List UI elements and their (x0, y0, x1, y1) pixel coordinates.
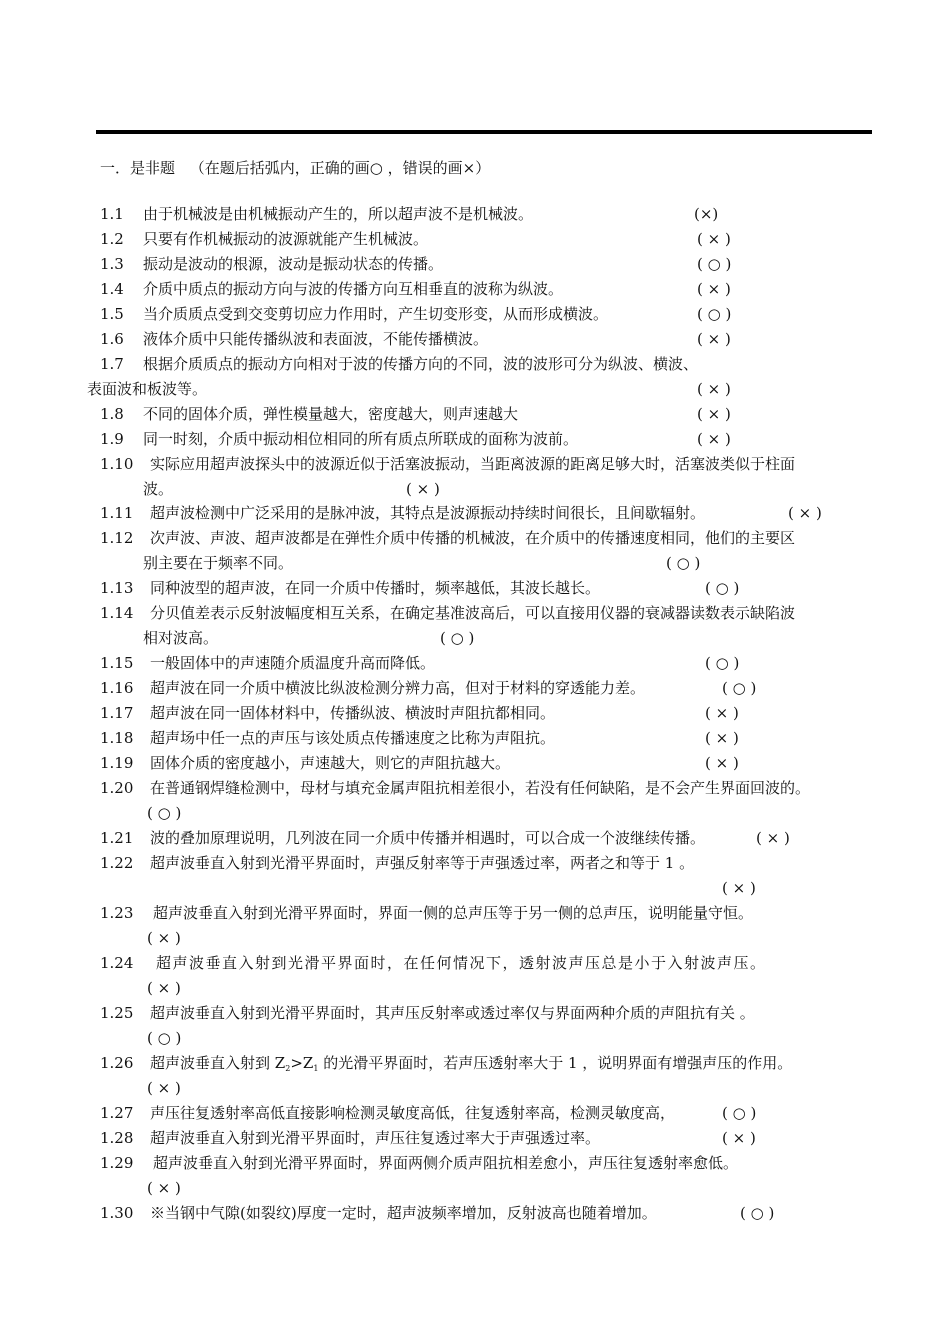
answer-mark: ( ○ ) (722, 679, 757, 697)
question-number: 1.26 (100, 1054, 134, 1072)
question-text: 实际应用超声波探头中的波源近似于活塞波振动，当距离波源的距离足够大时，活塞波类似于柱面 (150, 455, 796, 473)
section-heading-label: 一．是非题 (100, 159, 176, 177)
question-number: 1.2 (100, 230, 124, 248)
question-text: 声压往复透射率高低直接影响检测灵敏度高低，往复透射率高，检测灵敏度高， (150, 1104, 676, 1122)
question-text-end: 的光滑平界面时，若声压透射率大于 1 ，说明界面有增强声压的作用。 (318, 1054, 793, 1072)
greater-than-sign: > (290, 1054, 303, 1072)
question-number: 1.9 (100, 430, 124, 448)
question-number: 1.21 (100, 829, 134, 847)
answer-mark: ( × ) (697, 280, 731, 298)
answer-mark: ( × ) (147, 1179, 181, 1197)
answer-mark: ( × ) (697, 380, 731, 398)
answer-mark: ( ○ ) (697, 255, 732, 273)
question-text: 超声波垂直入射到光滑平界面时，在任何情况下，透射波声压总是小于入射波声压。 (156, 954, 767, 972)
answer-mark: ( × ) (147, 929, 181, 947)
question-text: 波的叠加原理说明，几列波在同一介质中传播并相遇时，可以合成一个波继续传播。 (150, 829, 706, 847)
question-number: 1.24 (100, 954, 134, 972)
question-number: 1.16 (100, 679, 134, 697)
question-number: 1.6 (100, 330, 124, 348)
answer-mark: ( × ) (147, 979, 181, 997)
question-text: 液体介质中只能传播纵波和表面波，不能传播横波。 (143, 330, 489, 348)
question-text: 一般固体中的声速随介质温度升高而降低。 (150, 654, 436, 672)
answer-mark: ( × ) (722, 1129, 756, 1147)
question-number: 1.3 (100, 255, 124, 273)
question-number: 1.18 (100, 729, 134, 747)
answer-mark: ( × ) (697, 330, 731, 348)
answer-mark: ( × ) (697, 430, 731, 448)
question-text: 分贝值差表示反射波幅度相互关系，在确定基准波高后，可以直接用仪器的衰减器读数表示缺陷波 (150, 604, 796, 622)
answer-mark: ( ○ ) (147, 804, 182, 822)
question-text-continued: 波。 (143, 480, 174, 498)
question-number: 1.14 (100, 604, 134, 622)
question-number: 1.8 (100, 405, 124, 423)
z2-symbol: Z (274, 1054, 286, 1072)
question-number: 1.28 (100, 1129, 134, 1147)
answer-mark: ( × ) (722, 879, 756, 897)
question-number: 1.15 (100, 654, 134, 672)
question-number: 1.17 (100, 704, 134, 722)
question-text: 固体介质的密度越小，声速越大，则它的声阻抗越大。 (150, 754, 511, 772)
answer-mark: ( ○ ) (697, 305, 732, 323)
question-text: 超声波检测中广泛采用的是脉冲波，其特点是波源振动持续时间很长，且间歇辐射。 (150, 504, 706, 522)
question-text-start: 超声波垂直入射到 (150, 1054, 275, 1072)
question-text: 次声波、声波、超声波都是在弹性介质中传播的机械波，在介质中的传播速度相同，他们的主要区 (150, 529, 796, 547)
answer-mark: ( × ) (705, 729, 739, 747)
question-text: 超声波在同一介质中横波比纵波检测分辨力高，但对于材料的穿透能力差。 (150, 679, 646, 697)
question-number: 1.11 (100, 504, 134, 522)
question-text: 同一时刻，介质中振动相位相同的所有质点所联成的面称为波前。 (143, 430, 579, 448)
answer-mark: ( × ) (697, 405, 731, 423)
answer-mark: ( ○ ) (740, 1204, 775, 1222)
section-heading-note: （在题后括弧内，正确的画○ ，错误的画×） (189, 159, 491, 177)
question-text (150, 1051, 792, 1081)
answer-mark: (×) (694, 205, 719, 223)
question-number: 1.13 (100, 579, 134, 597)
question-text: 超声波垂直入射到光滑平界面时，其声压反射率或透过率仅与界面两种介质的声阻抗有关 。 (150, 1004, 755, 1022)
question-text: 超声波垂直入射到光滑平界面时，界面两侧介质声阻抗相差愈小，声压往复透射率愈低。 (153, 1154, 739, 1172)
question-text-continued: 相对波高。 (143, 629, 219, 647)
question-number: 1.29 (100, 1154, 134, 1172)
question-text: 在普通钢焊缝检测中，母材与填充金属声阻抗相差很小，若没有任何缺陷，是不会产生界面回波的。 (150, 779, 811, 797)
answer-mark: ( × ) (788, 504, 822, 522)
question-text-continued: 表面波和板波等。 (87, 380, 208, 398)
question-number: 1.25 (100, 1004, 134, 1022)
question-text: 超声波垂直入射到光滑平界面时，界面一侧的总声压等于另一侧的总声压，说明能量守恒。 (153, 904, 754, 922)
question-text: 振动是波动的根源，波动是振动状态的传播。 (143, 255, 444, 273)
question-text: 根据介质质点的振动方向相对于波的传播方向的不同，波的波形可分为纵波、横波、 (143, 355, 699, 373)
question-text: 由于机械波是由机械振动产生的，所以超声波不是机械波。 (143, 205, 534, 223)
answer-mark: ( ○ ) (705, 654, 740, 672)
question-number: 1.7 (100, 355, 124, 373)
question-text: ※当钢中气隙(如裂纹)厚度一定时，超声波频率增加，反射波高也随着增加。 (150, 1204, 657, 1222)
z1-symbol: Z (302, 1054, 314, 1072)
question-text: 超声波垂直入射到光滑平界面时，声压往复透过率大于声强透过率。 (150, 1129, 601, 1147)
question-number: 1.30 (100, 1204, 134, 1222)
question-text: 超声波垂直入射到光滑平界面时，声强反射率等于声强透过率，两者之和等于 1 。 (150, 854, 695, 872)
z2-subscript: 2 (285, 1064, 291, 1073)
question-number: 1.12 (100, 529, 134, 547)
question-number: 1.23 (100, 904, 134, 922)
answer-mark: ( ○ ) (666, 554, 701, 572)
question-number: 1.5 (100, 305, 124, 323)
question-number: 1.20 (100, 779, 134, 797)
answer-mark: ( × ) (705, 704, 739, 722)
answer-mark: ( × ) (705, 754, 739, 772)
answer-mark: ( × ) (756, 829, 790, 847)
answer-mark: ( ○ ) (440, 629, 475, 647)
question-text: 同种波型的超声波，在同一介质中传播时，频率越低，其波长越长。 (150, 579, 601, 597)
answer-mark: ( ○ ) (147, 1029, 182, 1047)
question-number: 1.1 (100, 205, 124, 223)
section-heading (100, 158, 490, 178)
header-rule (96, 130, 872, 134)
question-text: 超声波在同一固体材料中，传播纵波、横波时声阻抗都相同。 (150, 704, 556, 722)
answer-mark: ( ○ ) (705, 579, 740, 597)
question-text: 不同的固体介质，弹性模量越大，密度越大，则声速越大 (143, 405, 519, 423)
question-text: 超声场中任一点的声压与该处质点传播速度之比称为声阻抗。 (150, 729, 556, 747)
question-text: 介质中质点的振动方向与波的传播方向互相垂直的波称为纵波。 (143, 280, 564, 298)
question-text: 只要有作机械振动的波源就能产生机械波。 (143, 230, 429, 248)
answer-mark: ( ○ ) (722, 1104, 757, 1122)
question-number: 1.27 (100, 1104, 134, 1122)
question-number: 1.22 (100, 854, 134, 872)
question-text-continued: 别主要在于频率不同。 (143, 554, 294, 572)
question-number: 1.10 (100, 455, 134, 473)
answer-mark: ( × ) (697, 230, 731, 248)
question-number: 1.4 (100, 280, 124, 298)
answer-mark: ( × ) (406, 480, 440, 498)
question-number: 1.19 (100, 754, 134, 772)
z1-subscript: 1 (313, 1064, 319, 1073)
question-text: 当介质质点受到交变剪切应力作用时，产生切变形变，从而形成横波。 (143, 305, 609, 323)
answer-mark: ( × ) (147, 1079, 181, 1097)
